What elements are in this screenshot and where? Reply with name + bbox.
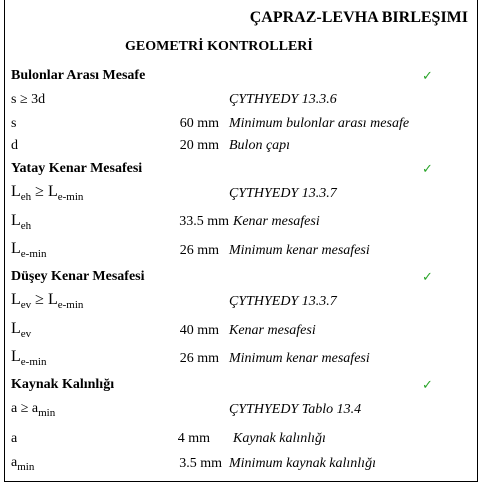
rule-reference: ÇYTHYEDY Tablo 13.4 — [229, 402, 362, 417]
check-icon: ✓ — [422, 162, 433, 177]
row-value: 20 mm — [179, 138, 219, 153]
row-symbol: $L_{e-min}$ — [11, 348, 47, 368]
row-symbol: a — [11, 431, 18, 446]
row-symbol: $L_{ev}$ — [11, 320, 32, 340]
rule-symbol: $a \ge a_{min}$ — [11, 401, 56, 419]
row-description: Kenar mesafesi — [229, 323, 316, 338]
section-title-horizontal-edge: Yatay Kenar Mesafesi — [11, 161, 143, 176]
row-value: 26 mm — [179, 351, 219, 366]
row-value: 4 mm — [177, 431, 210, 446]
row-value: 3.5 mm — [179, 456, 222, 471]
rule-reference: ÇYTHYEDY 13.3.7 — [229, 294, 337, 309]
row-description: Kenar mesafesi — [233, 214, 320, 229]
row-description: Minimum kenar mesafesi — [229, 243, 370, 258]
page-title: ÇAPRAZ-LEVHA BIRLEŞIMI — [249, 9, 468, 26]
row-symbol: $L_{eh}$ — [11, 212, 32, 232]
row-value: 26 mm — [179, 243, 219, 258]
row-description: Minimum kenar mesafesi — [229, 351, 370, 366]
rule-reference: ÇYTHYEDY 13.3.6 — [229, 92, 337, 107]
row-value: 33.5 mm — [179, 214, 229, 229]
row-symbol: d — [11, 138, 18, 153]
check-icon: ✓ — [422, 69, 433, 84]
rule-symbol: s ≥ 3d — [11, 92, 46, 107]
section-heading: GEOMETRİ KONTROLLERİ — [125, 39, 313, 54]
row-symbol: s — [11, 116, 17, 131]
row-description: Kaynak kalınlığı — [233, 431, 326, 446]
rule-symbol: $L_{eh} \ge L_{e-min}$ — [11, 183, 84, 203]
check-icon: ✓ — [422, 270, 433, 285]
rule-reference: ÇYTHYEDY 13.3.7 — [229, 186, 337, 201]
row-description: Minimum kaynak kalınlığı — [229, 456, 376, 471]
rule-symbol: $L_{ev} \ge L_{e-min}$ — [11, 291, 84, 311]
row-symbol: $a_{min}$ — [11, 455, 35, 473]
section-title-weld-thickness: Kaynak Kalınlığı — [11, 377, 115, 392]
row-description: Minimum bulonlar arası mesafe — [229, 116, 410, 131]
check-icon: ✓ — [422, 378, 433, 393]
section-title-vertical-edge: Düşey Kenar Mesafesi — [11, 269, 145, 284]
row-symbol: $L_{e-min}$ — [11, 240, 47, 260]
row-value: 60 mm — [179, 116, 219, 131]
section-title-bolt-spacing: Bulonlar Arası Mesafe — [11, 68, 146, 83]
row-value: 40 mm — [179, 323, 219, 338]
row-description: Bulon çapı — [229, 138, 291, 153]
